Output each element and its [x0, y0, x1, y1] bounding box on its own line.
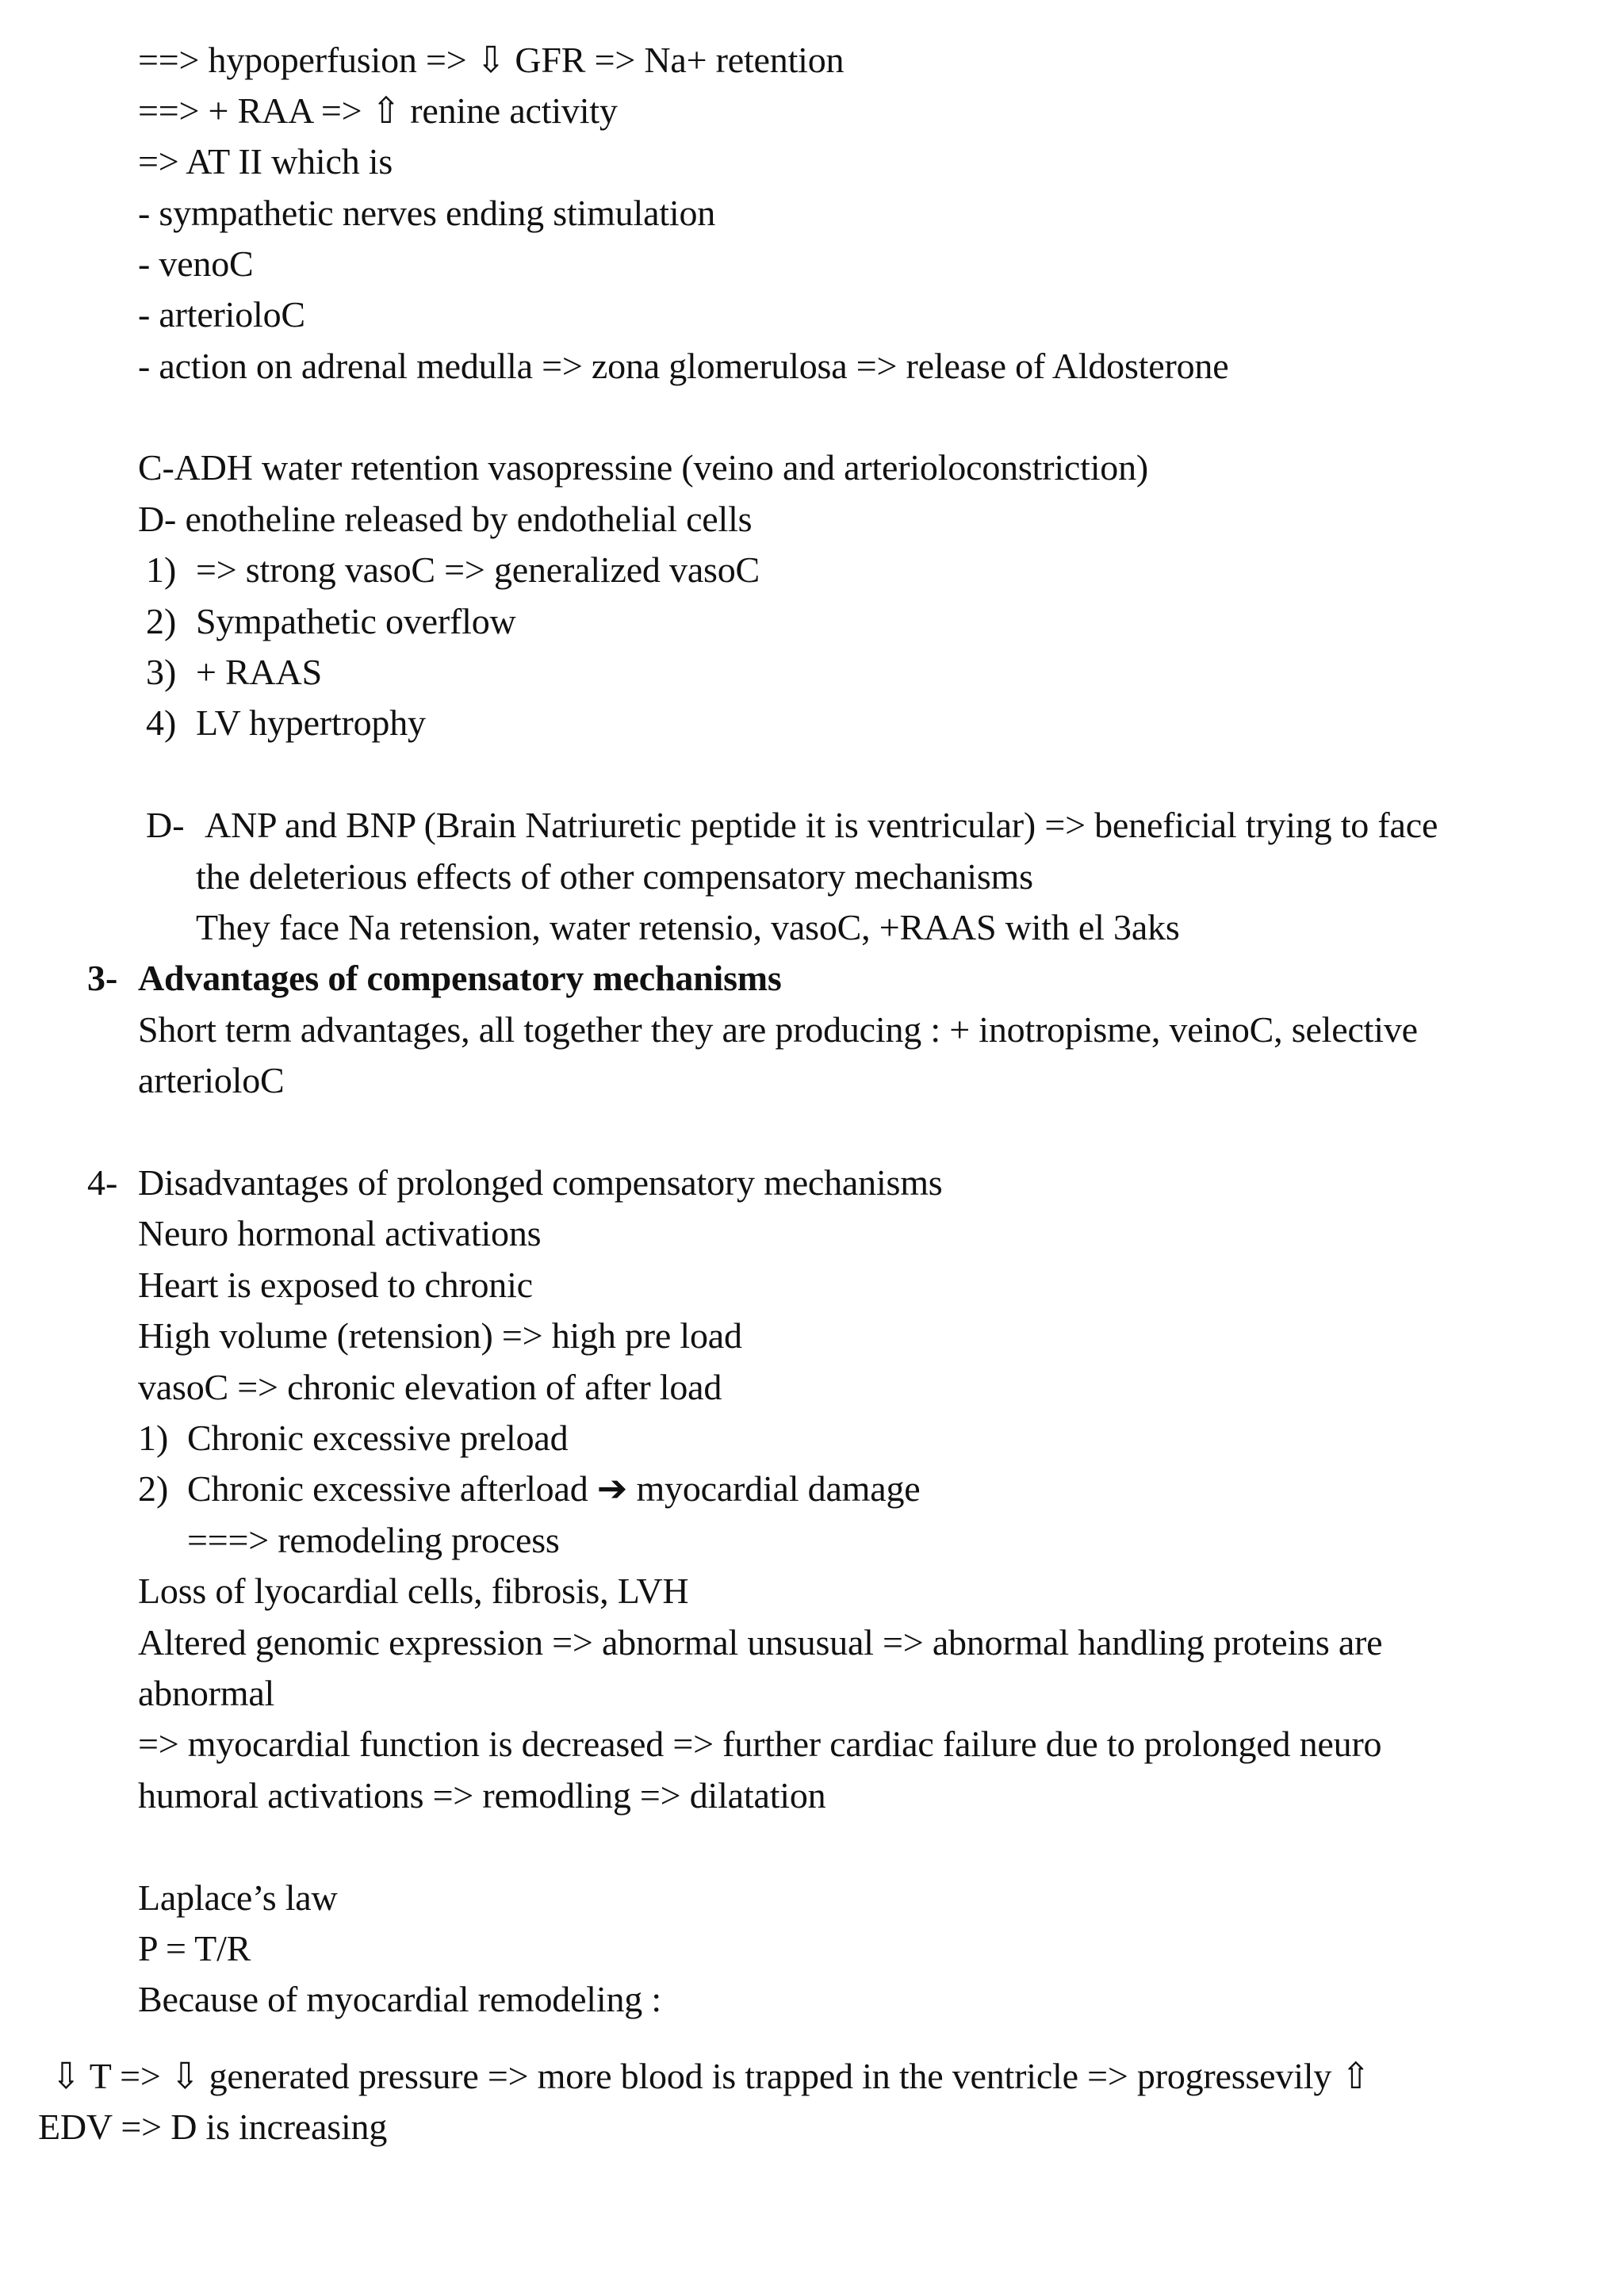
section-number: 4- [87, 1162, 118, 1203]
text-line: Because of myocardial remodeling : [138, 1979, 661, 2019]
section-heading: Disadvantages of prolonged compensatory mechanisms [138, 1162, 943, 1203]
text-line: => AT II which is [138, 141, 393, 182]
list-item: + RAAS [196, 652, 322, 692]
text-line: High volume (retension) => high pre load [138, 1315, 742, 1356]
text-line: Laplace’s law [138, 1877, 338, 1918]
list-number: D- [146, 805, 185, 845]
list-item: Chronic excessive afterload ➔ myocardial damage [187, 1468, 921, 1509]
list-number: 2) [146, 601, 177, 641]
text-line: - venoC [138, 243, 254, 284]
section-number: 3- [87, 958, 118, 998]
text-line: vasoC => chronic elevation of after load [138, 1367, 722, 1407]
text-line: EDV => D is increasing [38, 2107, 388, 2147]
list-number: 1) [138, 1418, 169, 1458]
text-line: Short term advantages, all together they are producing : + inotropisme, veinoC, selective [138, 1009, 1418, 1050]
text-line: - action on adrenal medulla => zona glomerulosa => release of Aldosterone [138, 346, 1229, 386]
list-item: LV hypertrophy [196, 702, 426, 743]
text-line: the deleterious effects of other compensatory mechanisms [196, 856, 1033, 897]
list-item: => strong vasoC => generalized vasoC [196, 549, 760, 590]
text-line: ==> + RAA => ⇧ renine activity [138, 90, 618, 131]
text-line: - arterioloC [138, 294, 305, 335]
list-number: 1) [146, 549, 177, 590]
list-number: 2) [138, 1468, 169, 1509]
text-line: Loss of lyocardial cells, fibrosis, LVH [138, 1571, 689, 1611]
text-line: humoral activations => remodling => dilatation [138, 1775, 826, 1816]
text-line: Heart is exposed to chronic [138, 1265, 533, 1305]
text-line: They face Na retension, water retensio, vasoC, +RAAS with el 3aks [196, 907, 1180, 947]
text-line: - sympathetic nerves ending stimulation [138, 193, 716, 233]
text-line: ===> remodeling process [187, 1520, 560, 1560]
text-line: => myocardial function is decreased => further cardiac failure due to prolonged neuro [138, 1724, 1382, 1764]
text-line: abnormal [138, 1673, 275, 1713]
text-line: ==> hypoperfusion => ⇩ GFR => Na+ retention [138, 40, 845, 80]
list-item: Chronic excessive preload [187, 1418, 569, 1458]
text-line: Altered genomic expression => abnormal unsusual => abnormal handling proteins are [138, 1622, 1383, 1663]
text-line: arterioloC [138, 1060, 285, 1100]
text-line: P = T/R [138, 1928, 251, 1969]
list-number: 4) [146, 702, 177, 743]
text-line: D- enotheline released by endothelial cells [138, 499, 753, 539]
list-item: ANP and BNP (Brain Natriuretic peptide it is ventricular) => beneficial trying to face [205, 805, 1438, 845]
list-number: 3) [146, 652, 177, 692]
text-line: ⇩ T => ⇩ generated pressure => more blood is trapped in the ventricle => progressevily ⇧ [51, 2056, 1371, 2096]
list-item: Sympathetic overflow [196, 601, 516, 641]
section-heading: Advantages of compensatory mechanisms [138, 958, 782, 998]
text-line: Neuro hormonal activations [138, 1213, 542, 1253]
text-line: C-ADH water retention vasopressine (veino and arterioloconstriction) [138, 447, 1148, 488]
